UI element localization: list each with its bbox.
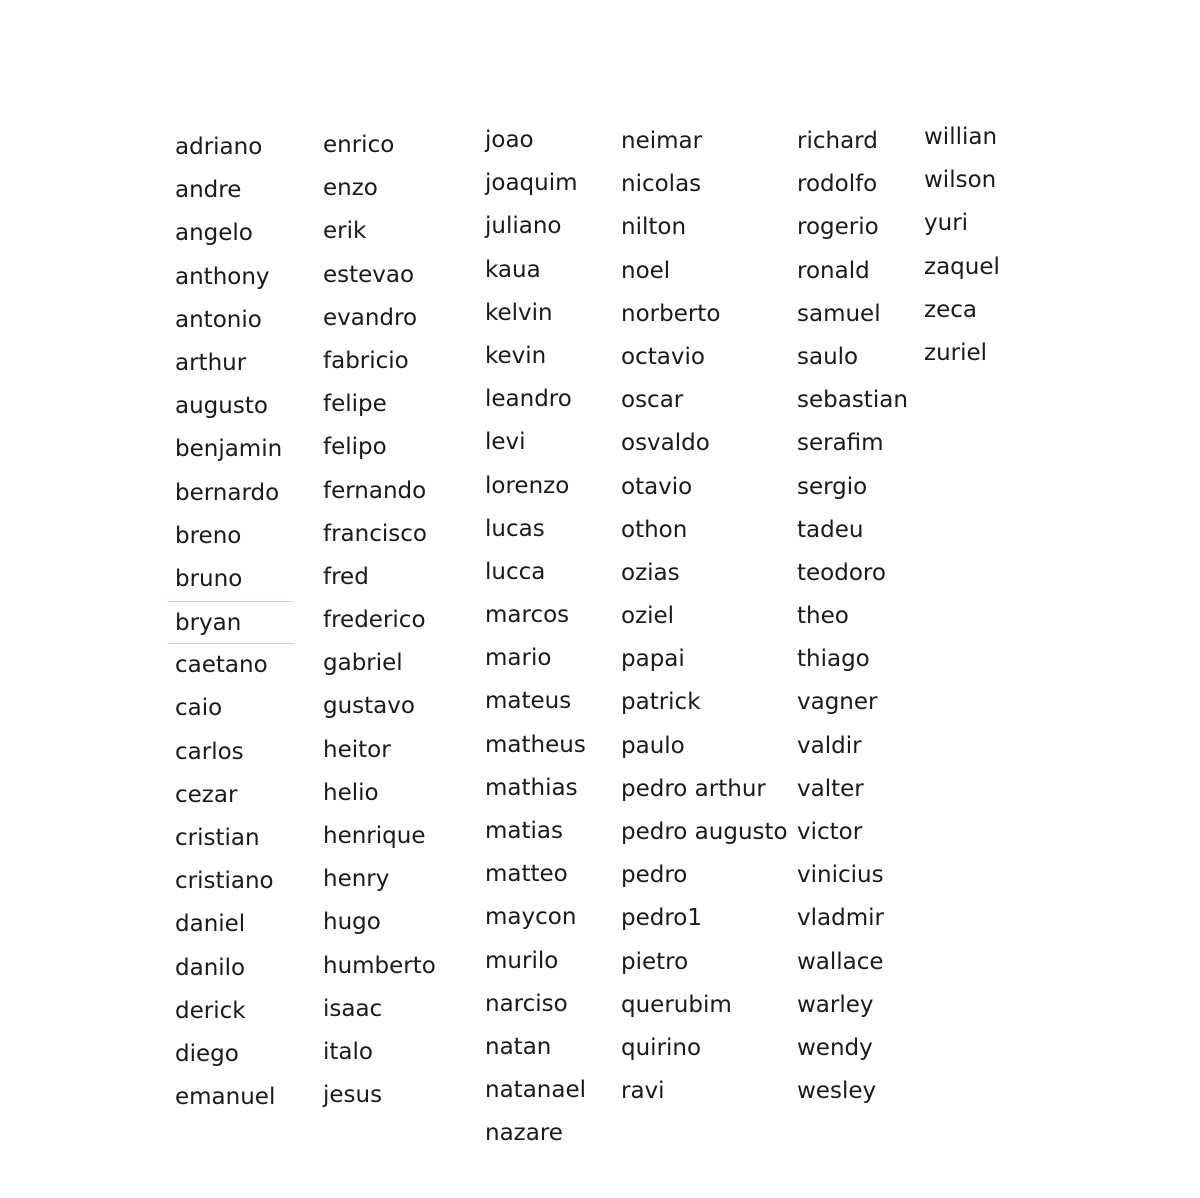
- file-list-item[interactable]: leandro: [485, 386, 572, 413]
- file-list-item[interactable]: benjamin: [175, 436, 283, 463]
- file-list-item[interactable]: matias: [485, 818, 563, 844]
- file-list-item[interactable]: bruno: [175, 565, 243, 592]
- file-list-item[interactable]: papai: [621, 646, 685, 673]
- file-list-item[interactable]: adriano: [175, 134, 263, 160]
- file-list-item[interactable]: lucas: [485, 515, 545, 542]
- file-list-item[interactable]: patrick: [621, 689, 701, 716]
- file-list-item[interactable]: norberto: [621, 300, 721, 327]
- file-list-item[interactable]: yuri: [924, 210, 969, 237]
- file-list-item[interactable]: ozias: [621, 559, 680, 586]
- file-list-item[interactable]: jesus: [323, 1082, 383, 1109]
- file-list-item[interactable]: marcos: [485, 602, 570, 629]
- file-list-item[interactable]: rodolfo: [797, 171, 878, 198]
- file-list-item[interactable]: sebastian: [797, 387, 908, 414]
- file-list-item[interactable]: osvaldo: [621, 430, 710, 457]
- file-list-item[interactable]: fred: [323, 563, 369, 590]
- file-list-item[interactable]: paulo: [621, 732, 685, 759]
- file-list-item[interactable]: evandro: [323, 304, 418, 331]
- file-column: [316, 124, 446, 1117]
- file-list-item[interactable]: cezar: [175, 781, 238, 808]
- file-list-item[interactable]: mateus: [485, 688, 572, 715]
- file-list-item[interactable]: henrique: [323, 823, 426, 849]
- file-list-item[interactable]: pietro: [621, 948, 689, 975]
- file-list-item[interactable]: saulo: [797, 343, 859, 370]
- file-list-item[interactable]: ravi: [621, 1078, 665, 1105]
- file-list-item[interactable]: natanael: [485, 1077, 586, 1104]
- file-list-item[interactable]: lorenzo: [485, 472, 570, 499]
- file-list-item[interactable]: valter: [797, 775, 864, 802]
- file-list-item[interactable]: vinicius: [797, 862, 884, 889]
- file-list-item[interactable]: joao: [485, 127, 534, 153]
- file-list-item[interactable]: oscar: [621, 387, 684, 414]
- file-list-item[interactable]: matheus: [485, 731, 586, 758]
- file-list-item[interactable]: pedro arthur: [621, 775, 766, 802]
- file-list-item[interactable]: andre: [175, 177, 242, 204]
- file-list-item[interactable]: rogerio: [797, 214, 879, 241]
- file-list-item[interactable]: antonio: [175, 306, 262, 333]
- file-list-item[interactable]: fabricio: [323, 347, 409, 374]
- file-list-item[interactable]: kelvin: [485, 299, 553, 326]
- file-list-item[interactable]: noel: [621, 257, 671, 284]
- file-list-item[interactable]: mario: [485, 645, 552, 672]
- file-list-item[interactable]: otavio: [621, 473, 693, 500]
- file-list-item[interactable]: francisco: [323, 520, 427, 547]
- file-list-item[interactable]: nilton: [621, 214, 687, 241]
- file-column: [790, 120, 918, 1113]
- file-list-item[interactable]: neimar: [621, 128, 703, 154]
- file-list-item[interactable]: isaac: [323, 995, 383, 1022]
- file-list-item[interactable]: octavio: [621, 343, 705, 370]
- file-list-item[interactable]: pedro1: [621, 905, 703, 932]
- file-list-item[interactable]: hugo: [323, 909, 381, 936]
- file-list-item[interactable]: kevin: [485, 342, 547, 369]
- file-list-item[interactable]: vagner: [797, 689, 878, 716]
- file-list-item[interactable]: enzo: [323, 175, 378, 202]
- file-list-item[interactable]: matteo: [485, 861, 568, 888]
- file-column: [168, 126, 294, 1119]
- file-column: [917, 116, 1010, 375]
- file-list-item[interactable]: caio: [175, 695, 223, 722]
- file-list-item[interactable]: tadeu: [797, 516, 864, 543]
- file-list-item[interactable]: sergio: [797, 473, 868, 500]
- file-list-item[interactable]: wilson: [924, 167, 997, 194]
- file-list-item[interactable]: wallace: [797, 948, 884, 975]
- file-list-item[interactable]: ronald: [797, 257, 870, 284]
- file-column: [614, 120, 798, 1113]
- file-list-item[interactable]: pedro: [621, 862, 688, 889]
- file-list-item[interactable]: frederico: [323, 607, 426, 634]
- file-list-item[interactable]: nazare: [485, 1120, 563, 1147]
- file-list-item[interactable]: breno: [175, 522, 242, 549]
- file-list-item[interactable]: cristiano: [175, 868, 274, 895]
- file-list-item[interactable]: felipe: [323, 391, 387, 418]
- file-list-item[interactable]: zeca: [924, 296, 977, 323]
- file-list-item[interactable]: nicolas: [621, 171, 702, 198]
- file-list-item[interactable]: cristian: [175, 825, 260, 851]
- file-list-item[interactable]: zaquel: [924, 253, 1000, 280]
- file-list-item[interactable]: angelo: [175, 220, 253, 247]
- file-list-item[interactable]: juliano: [485, 213, 562, 240]
- file-list-item[interactable]: emanuel: [175, 1084, 276, 1111]
- file-list-item[interactable]: kaua: [485, 256, 541, 283]
- file-list-item[interactable]: gabriel: [323, 650, 403, 677]
- file-list-item[interactable]: heitor: [323, 736, 391, 763]
- file-list-item[interactable]: maycon: [485, 904, 577, 931]
- file-list-item[interactable]: quirino: [621, 1034, 702, 1061]
- file-list-item[interactable]: danilo: [175, 954, 246, 981]
- file-list-item[interactable]: italo: [323, 1038, 373, 1065]
- file-list-item[interactable]: vladmir: [797, 905, 884, 932]
- file-list-item[interactable]: wendy: [797, 1034, 873, 1061]
- file-list-item[interactable]: warley: [797, 991, 874, 1018]
- file-list-item[interactable]: teodoro: [797, 559, 886, 586]
- file-list-item[interactable]: helio: [323, 779, 379, 806]
- file-list-item[interactable]: erik: [323, 218, 367, 245]
- file-list-item[interactable]: carlos: [175, 738, 244, 765]
- file-list-item[interactable]: querubim: [621, 991, 732, 1018]
- file-list-item[interactable]: humberto: [323, 952, 436, 979]
- file-list-item[interactable]: thiago: [797, 646, 870, 673]
- file-list-item[interactable]: diego: [175, 1040, 239, 1067]
- file-list-item[interactable]: henry: [323, 866, 390, 893]
- file-list-item[interactable]: anthony: [175, 263, 270, 290]
- file-list-item[interactable]: gustavo: [323, 693, 415, 720]
- file-list-item[interactable]: lucca: [485, 558, 546, 585]
- file-list-item[interactable]: zuriel: [924, 339, 988, 366]
- file-list-item[interactable]: oziel: [621, 603, 675, 630]
- file-list-item[interactable]: richard: [797, 128, 878, 154]
- file-list-item[interactable]: augusto: [175, 393, 268, 420]
- file-list-item[interactable]: narciso: [485, 990, 568, 1017]
- file-list-item[interactable]: estevao: [323, 261, 415, 288]
- file-list-item[interactable]: othon: [621, 516, 688, 543]
- file-list-item[interactable]: samuel: [797, 300, 881, 327]
- file-list-item[interactable]: serafim: [797, 430, 884, 457]
- file-list-item[interactable]: bernardo: [175, 479, 280, 506]
- file-list-item[interactable]: daniel: [175, 911, 246, 938]
- file-list-item[interactable]: derick: [175, 997, 246, 1024]
- file-list-item[interactable]: levi: [485, 429, 526, 456]
- file-list-item[interactable]: pedro augusto: [621, 819, 788, 845]
- file-list-item[interactable]: theo: [797, 603, 849, 630]
- file-list-item[interactable]: victor: [797, 819, 863, 845]
- file-list-item[interactable]: arthur: [175, 349, 247, 376]
- file-list-item[interactable]: natan: [485, 1033, 552, 1060]
- file-column: [478, 119, 596, 1156]
- file-list-item[interactable]: fernando: [323, 477, 427, 504]
- file-list-item[interactable]: valdir: [797, 732, 862, 759]
- file-list-item[interactable]: felipo: [323, 434, 387, 461]
- file-list-item[interactable]: murilo: [485, 947, 559, 974]
- file-list-item[interactable]: mathias: [485, 774, 578, 801]
- file-list-item[interactable]: wesley: [797, 1078, 877, 1105]
- file-list-item[interactable]: enrico: [323, 132, 395, 158]
- file-list-item[interactable]: caetano: [175, 652, 268, 679]
- file-list-item-focused[interactable]: bryan: [168, 601, 294, 644]
- file-list-item[interactable]: joaquim: [485, 170, 578, 197]
- file-list-item[interactable]: willian: [924, 124, 998, 150]
